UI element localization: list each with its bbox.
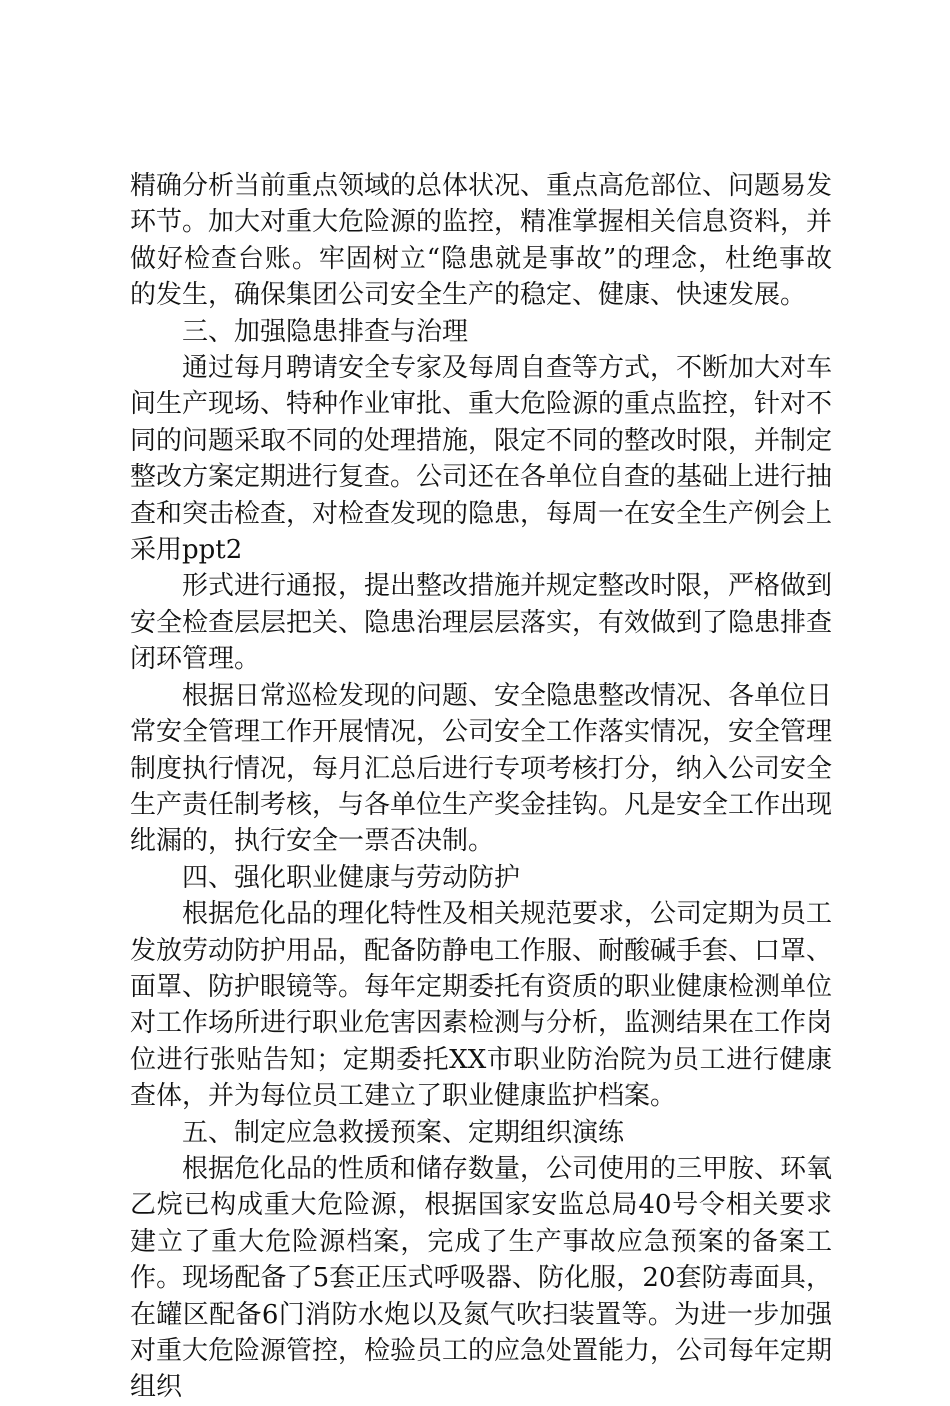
- paragraph: 根据危化品的理化特性及相关规范要求，公司定期为员工发放劳动防护用品，配备防静电工作服、耐酸碱手套、口罩、面罩、防护眼镜等。每年定期委托有资质的职业健康检测单位对工作场所进行职业危害因素检测与分析，监测结果在工作岗位进行张贴告知；定期委托XX市职业防治院为员工进行健康查体，并为每位员工建立了职业健康监护档案。: [130, 899, 833, 1112]
- paragraph: 形式进行通报，提出整改措施并规定整改时限，严格做到安全检查层层把关、隐患治理层层落实，有效做到了隐患排查闭环管理。: [130, 571, 833, 675]
- section-heading-5: 五、制定应急救援预案、定期组织演练: [182, 1117, 625, 1148]
- paragraph: 根据危化品的性质和储存数量，公司使用的三甲胺、环氧乙烷已构成重大危险源，根据国家安监总局40号令相关要求建立了重大危险源档案，完成了生产事故应急预案的备案工作。现场配备了5套正压式呼吸器、防化服，20套防毒面具，在罐区配备6门消防水炮以及氮气吹扫装置等。为进一步加强对重大危险源管控，检验员工的应急处置能力，公司每年定期组织: [130, 1153, 833, 1403]
- paragraph-continuation: 精确分析当前重点领域的总体状况、重点高危部位、问题易发环节。加大对重大危险源的监控，精准掌握相关信息资料，并做好检查台账。牢固树立“隐患就是事故”的理念，杜绝事故的发生，确保集团公司安全生产的稳定、健康、快速发展。: [130, 171, 833, 311]
- section-heading-3: 三、加强隐患排查与治理: [182, 316, 469, 347]
- section-heading-4: 四、强化职业健康与劳动防护: [182, 862, 521, 893]
- document-body: [130, 168, 832, 1406]
- paragraph: 通过每月聘请安全专家及每周自查等方式，不断加大对车间生产现场、特种作业审批、重大危险源的重点监控，针对不同的问题采取不同的处理措施，限定不同的整改时限，并制定整改方案定期进行复查。公司还在各单位自查的基础上进行抽查和突击检查，对检查发现的隐患，每周一在安全生产例会上采用ppt2: [130, 353, 833, 566]
- paragraph: 根据日常巡检发现的问题、安全隐患整改情况、各单位日常安全管理工作开展情况，公司安全工作落实情况，安全管理制度执行情况，每月汇总后进行专项考核打分，纳入公司安全生产责任制考核，与各单位生产奖金挂钩。凡是安全工作出现纰漏的，执行安全一票否决制。: [130, 680, 833, 857]
